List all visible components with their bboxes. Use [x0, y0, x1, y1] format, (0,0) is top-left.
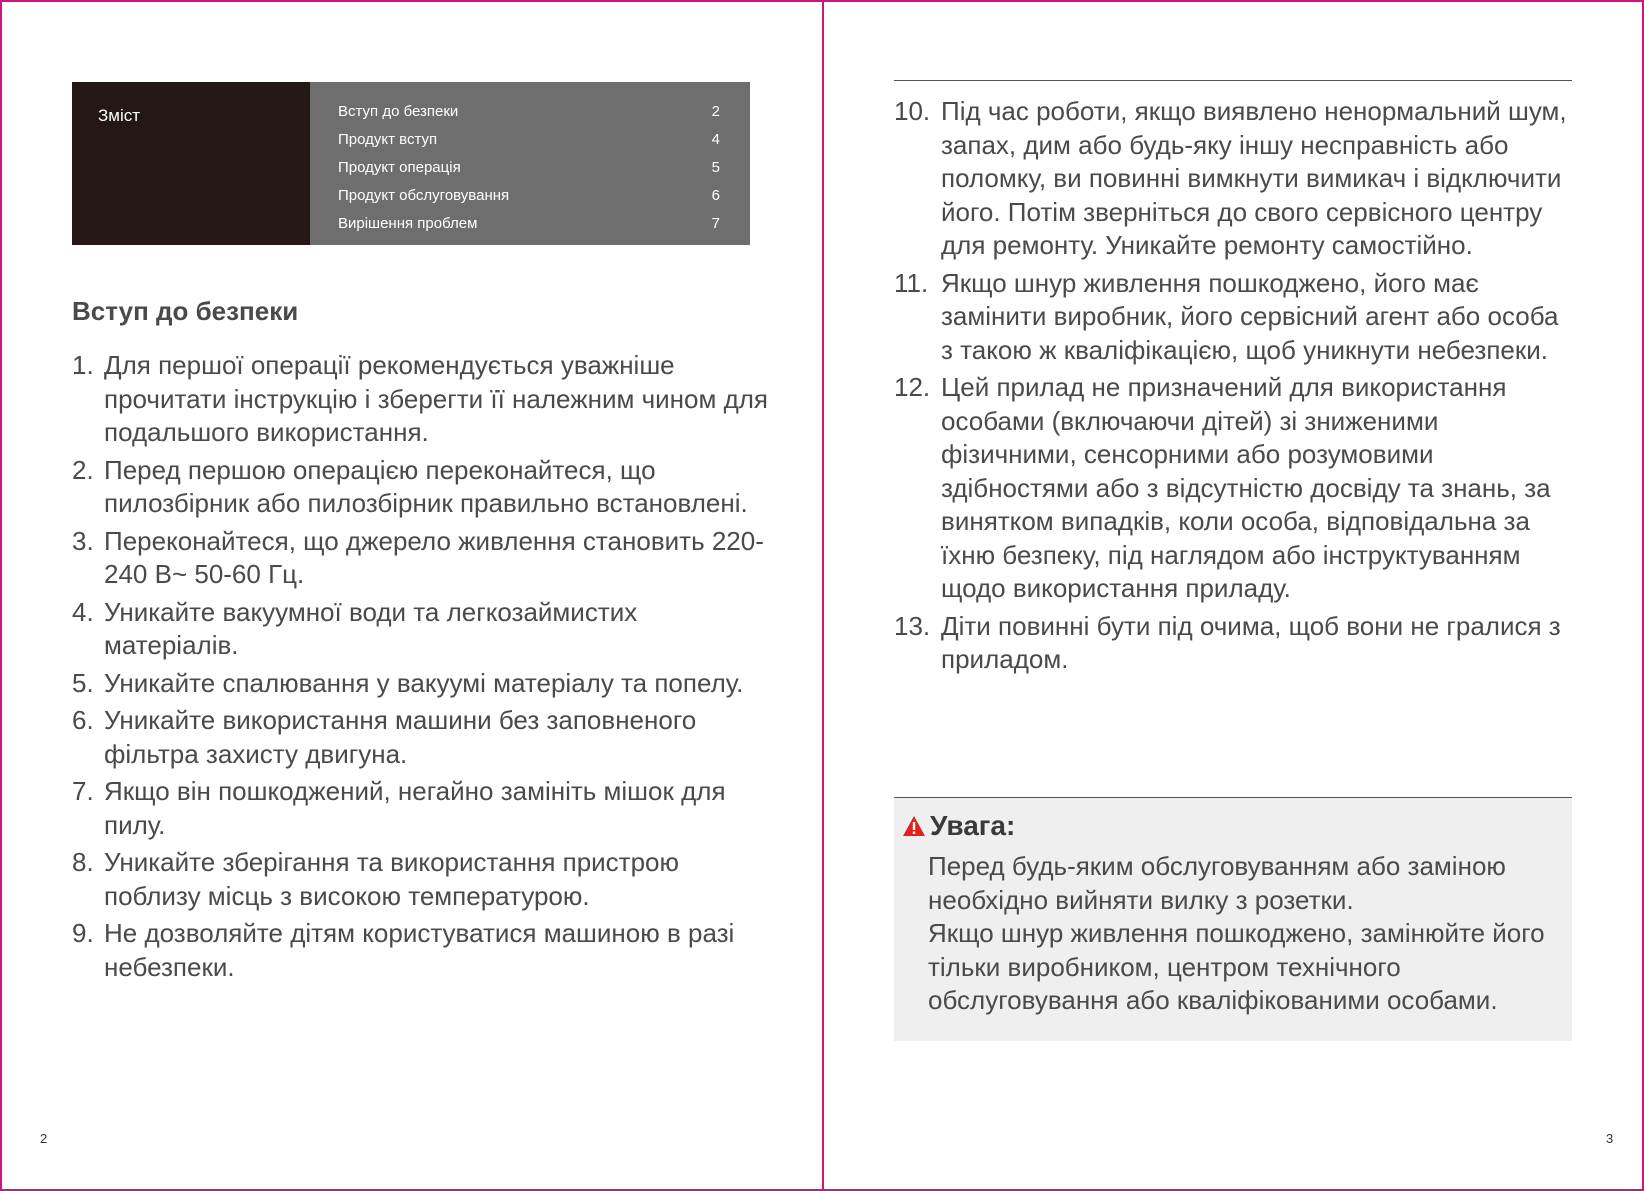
warning-box [894, 798, 1572, 1041]
warning-text: Якщо шнур живлення пошкоджено, замінюйте його тільки виробником, центром технічного обслуговування або кваліфікованими особами. [928, 918, 1545, 1015]
item-text: Якщо шнур живлення пошкоджено, його має замінити виробник, його сервісний агент або особа з такою ж кваліфікацією, щоб уникнути небезпеки. [941, 267, 1559, 365]
item-text: Цей прилад не призначений для використання особами (включаючи дітей) зі зниженими фізичними, сенсорними або розумовими здібностями або з відсутністю досвіду та знань, за винятком випадків, коли особа, відповідальна за їхню безпеку, під наглядом або інструктуванням щодо використання приладу. [941, 372, 1551, 603]
item-text: Уникайте зберігання та використання пристрою поблизу місць з високою температурою. [104, 847, 680, 911]
item-text: Уникайте вакуумної води та легкозаймистих матеріалів. [104, 596, 638, 660]
item-number: 2. [72, 454, 94, 485]
toc-entry[interactable] [338, 182, 720, 210]
warning-body [928, 850, 1558, 1018]
item-text: Не дозволяйте дітям користуватися машиною в разі небезпеки. [104, 918, 735, 982]
item-text: Уникайте спалювання у вакуумі матеріалу та попелу. [104, 667, 744, 698]
toc-entry-page: 5 [711, 159, 720, 176]
list-item [72, 775, 772, 842]
item-text: Для першої операції рекомендується уважніше прочитати інструкцію і зберегти її належним чином для подальшого використання. [104, 350, 768, 447]
list-item [894, 267, 1574, 368]
item-number: 8. [72, 847, 94, 877]
warning-title: Увага: [930, 810, 1016, 841]
list-item [72, 349, 772, 450]
item-number: 6. [72, 705, 94, 735]
toc-entry-page: 6 [711, 187, 720, 204]
toc-entry-label: Продукт вступ [338, 131, 438, 148]
item-text: Діти повинні бути під очима, щоб вони не гралися з приладом. [941, 610, 1561, 674]
item-number: 10. [894, 96, 931, 126]
list-item [894, 95, 1574, 263]
toc-entry-label: Вирішення проблем [338, 215, 478, 232]
list-item [72, 667, 772, 701]
item-number: 9. [72, 918, 94, 948]
list-item [72, 454, 772, 521]
toc-title: Зміст [98, 106, 141, 125]
safety-list-right [894, 95, 1574, 681]
item-number: 3. [72, 525, 94, 556]
divider [894, 80, 1572, 81]
warning-icon [902, 815, 926, 837]
toc-entry[interactable] [338, 98, 720, 126]
toc-title-box [72, 82, 310, 245]
item-number: 11. [894, 267, 929, 298]
list-item [72, 846, 772, 913]
item-number: 1. [72, 350, 94, 380]
item-number: 5. [72, 667, 94, 698]
toc-entry-page: 7 [711, 215, 720, 232]
safety-list-left [72, 349, 772, 988]
list-item [72, 917, 772, 984]
toc-entry-label: Продукт операція [338, 159, 461, 176]
toc-entry-page: 4 [711, 131, 720, 148]
item-number: 12. [894, 372, 931, 402]
list-item [72, 704, 772, 771]
item-text: Якщо він пошкоджений, негайно замініть мішок для пилу. [104, 776, 726, 840]
warning-heading [902, 810, 1015, 842]
item-text: Уникайте використання машини без заповненого фільтра захисту двигуна. [104, 705, 697, 769]
list-item [894, 610, 1574, 677]
section-title: Вступ до безпеки [72, 296, 299, 326]
warning-text: Перед будь-яким обслуговуванням або заміною необхідно вийняти вилку з розетки. [928, 851, 1506, 915]
toc-list [310, 82, 750, 245]
item-number: 13. [894, 610, 931, 641]
item-text: Під час роботи, якщо виявлено ненормальний шум, запах, дим або будь-яку іншу несправність або поломку, ви повинні вимкнути вимикач і відключити його. Потім зверніться до свого сервісного центру для ремонту. Уникайте ремонту самостійно. [941, 96, 1567, 260]
list-item [72, 525, 772, 592]
toc-entry-page: 2 [711, 103, 720, 120]
toc-entry-label: Продукт обслуговування [338, 187, 510, 204]
list-item [894, 371, 1574, 606]
page-number-right: 3 [1606, 1131, 1614, 1146]
toc-entry[interactable] [338, 210, 720, 238]
item-number: 4. [72, 596, 94, 627]
toc-entry[interactable] [338, 126, 720, 154]
item-number: 7. [72, 776, 94, 806]
toc-entry-label: Вступ до безпеки [338, 103, 459, 120]
item-text: Перед першою операцією переконайтеся, що пилозбірник або пилозбірник правильно встановлені. [104, 454, 748, 518]
list-item [72, 596, 772, 663]
table-of-contents [72, 82, 750, 245]
item-text: Переконайтеся, що джерело живлення становить 220-240 В~ 50-60 Гц. [104, 525, 764, 589]
page-number-left: 2 [40, 1131, 48, 1146]
toc-entry[interactable] [338, 154, 720, 182]
